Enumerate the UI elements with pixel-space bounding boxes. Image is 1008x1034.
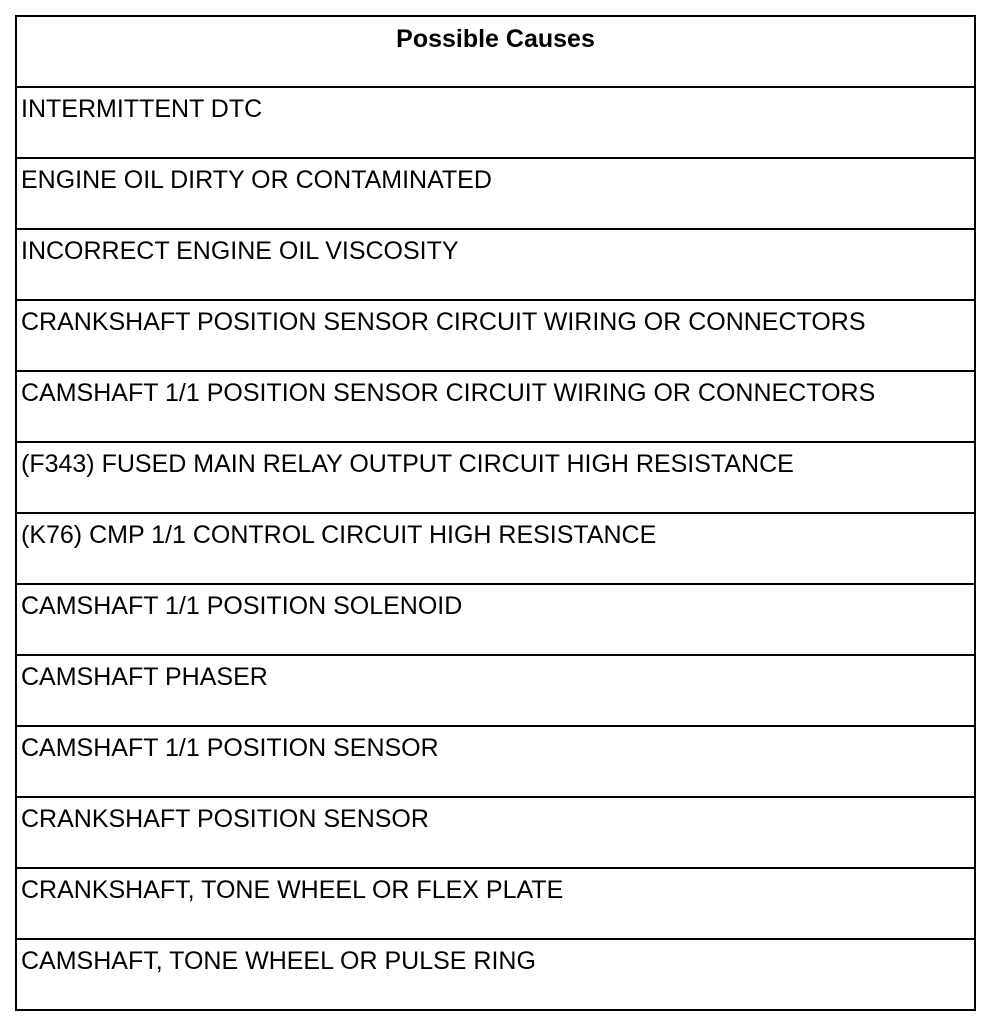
cause-cell: INTERMITTENT DTC <box>16 87 975 158</box>
cause-cell: CRANKSHAFT POSITION SENSOR CIRCUIT WIRING OR CONNECTORS <box>16 300 975 371</box>
cause-cell: ENGINE OIL DIRTY OR CONTAMINATED <box>16 158 975 229</box>
table-row <box>16 158 975 229</box>
possible-causes-table <box>15 15 976 1011</box>
table-row <box>16 655 975 726</box>
table-row <box>16 442 975 513</box>
table-row <box>16 584 975 655</box>
cause-cell: CAMSHAFT 1/1 POSITION SENSOR <box>16 726 975 797</box>
cause-cell: (K76) CMP 1/1 CONTROL CIRCUIT HIGH RESISTANCE <box>16 513 975 584</box>
table-row <box>16 726 975 797</box>
cause-cell: CAMSHAFT 1/1 POSITION SOLENOID <box>16 584 975 655</box>
cause-cell: CAMSHAFT 1/1 POSITION SENSOR CIRCUIT WIRING OR CONNECTORS <box>16 371 975 442</box>
table-row <box>16 868 975 939</box>
table-header-row <box>16 16 975 87</box>
cause-cell: CRANKSHAFT POSITION SENSOR <box>16 797 975 868</box>
column-header-possible-causes: Possible Causes <box>16 16 975 87</box>
cause-cell: INCORRECT ENGINE OIL VISCOSITY <box>16 229 975 300</box>
cause-cell: CAMSHAFT, TONE WHEEL OR PULSE RING <box>16 939 975 1010</box>
table-row <box>16 797 975 868</box>
table-row <box>16 513 975 584</box>
table-row <box>16 300 975 371</box>
cause-cell: (F343) FUSED MAIN RELAY OUTPUT CIRCUIT HIGH RESISTANCE <box>16 442 975 513</box>
table-row <box>16 87 975 158</box>
table-row <box>16 371 975 442</box>
table-row <box>16 939 975 1010</box>
table-row <box>16 229 975 300</box>
cause-cell: CAMSHAFT PHASER <box>16 655 975 726</box>
cause-cell: CRANKSHAFT, TONE WHEEL OR FLEX PLATE <box>16 868 975 939</box>
